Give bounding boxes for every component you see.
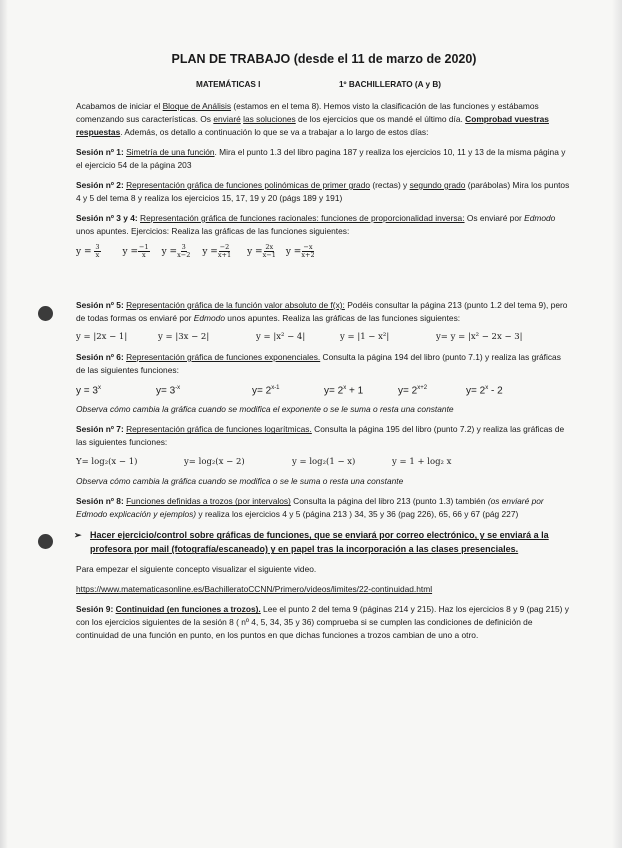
abs-fn-5: y= y = |x² − 2x − 3| [436, 332, 523, 342]
subject-label: MATEMÁTICAS I [196, 80, 261, 89]
subtitle-row [76, 80, 572, 92]
log-fn-4: y = 1 + log₂ x [392, 457, 452, 468]
session-5: Sesión nº 5: Representación gráfica de la función valor absoluto de f(x): Podéis consultar la página 213 (punto 1.2 del tema 9), pero de todas formas os enviaré por Edmodo unos apuntes. Realiza las gráficas de las funciones siguientes: [76, 300, 568, 323]
session-9: Sesión 9: Continuidad (en funciones a trozos). Lee el punto 2 del tema 9 (páginas 214 y 215). Haz los ejercicios 8 y 9 (pag 215) y con los ejercicios siguientes de la sesión 8 ( nº 4, 5, 34, 35 y 36) comprueba si se cumplen las condiciones de definición de continuidad de una función en punto, en los puntos en que dichas funciones a trozos cambian de uno a otro. [76, 604, 569, 641]
punch-hole-top [38, 306, 53, 321]
log-fn-3: y = log₂(1 − x) [292, 457, 356, 468]
session-1: Sesión nº 1: Simetría de una función. Mira el punto 1.3 del libro pagina 187 y realiza los ejercicios 10, 11 y 13 de la misma página y el ejercicio 54 de la página 203 [76, 147, 566, 170]
task-bullet [74, 528, 572, 556]
rational-fn-2: y = $\frac{-1}{x}$ [122, 243, 149, 259]
exp-fn-2: $y= 3^{-x}$ [156, 385, 181, 397]
exp-fn-5: $y= 2^{x+2}$ [398, 385, 428, 397]
arrow-bullet-icon: ➢ [74, 530, 82, 541]
abs-fn-4: y = |1 − x²| [340, 332, 390, 342]
rational-fn-1: y = $\frac{3}{x}$ [76, 243, 100, 259]
exp-fn-6: $y= 2^x - 2$ [466, 385, 503, 397]
punch-hole-bottom [38, 534, 53, 549]
rational-fn-5: y = $\frac{2x}{x-1}$ [247, 243, 276, 259]
exp-fn-4: $y= 2^x + 1$ [324, 385, 364, 397]
log-functions-row [76, 457, 572, 467]
log-fn-1: Y= log₂(x − 1) [76, 457, 138, 468]
video-link[interactable]: https://www.matematicasonline.es/BachilleratoCCNN/Primero/videos/limites/22-continuidad.html [76, 584, 433, 595]
task-bullet-text: Hacer ejercicio/control sobre gráficas de funciones, que se enviará por correo electrónico, y se enviará a la profesora por mail (fotografía/escaneado) y en papel tras la incorporación a las clases presenciales. [90, 530, 549, 555]
abs-fn-1: y = |2x − 1| [76, 332, 128, 342]
intro-paragraph: Acabamos de iniciar el Bloque de Análisis (estamos en el tema 8). Hemos visto la clasificación de las funciones y estábamos comenzando sus características. Os enviaré las soluciones de los ejercicios que os mandé el último día. Comprobad vuestras respuestas. Además, os detallo a continuación lo que se va a trabajar a lo largo de estos días: [76, 101, 549, 137]
session-3-4: Sesión nº 3 y 4: Representación gráfica de funciones racionales: funciones de proporcionalidad inversa: Os enviaré por Edmodo unos apuntes. Ejercicios: Realiza las gráficas de las funciones siguientes: [76, 213, 556, 236]
session-2: Sesión nº 2: Representación gráfica de funciones polinómicas de primer grado (rectas) y segundo grado (parábolas) Mira los puntos 4 y 5 del tema 8 y realiza los ejercicios 15, 17, 19 y 20 (págs 189 y 191) [76, 180, 570, 203]
rational-fn-6: y = $\frac{-x}{x+2}$ [285, 243, 315, 259]
exponential-note: Observa cómo cambia la gráfica cuando se modifica el exponente o se le suma o resta una constante [76, 404, 454, 415]
abs-fn-3: y = |x² − 4| [256, 332, 306, 342]
video-intro: Para empezar el siguiente concepto visualizar el siguiente video. [76, 564, 317, 575]
exp-fn-1: $y = 3^x$ [76, 385, 101, 397]
abs-fn-2: y = |3x − 2| [158, 332, 210, 342]
exp-fn-3: $y= 2^{x-1}$ [252, 385, 280, 397]
exponential-functions-row [76, 385, 572, 396]
page-title: PLAN DE TRABAJO (desde el 11 de marzo de 2020) [171, 52, 477, 66]
absolute-functions-row [76, 332, 572, 342]
rational-fn-4: y = $\frac{-2}{x+1}$ [202, 243, 232, 259]
log-fn-2: y= log₂(x − 2) [184, 457, 245, 468]
course-label: 1º BACHILLERATO (A y B) [339, 80, 441, 89]
log-note: Observa cómo cambia la gráfica cuando se modifica o se le suma o resta una constante [76, 476, 404, 487]
rational-functions-row [76, 244, 572, 259]
session-8: Sesión nº 8: Funciones definidas a trozos (por intervalos) Consulta la página del libro 213 (punto 1.3) también (os enviaré por Edmodo explicación y ejemplos) y realiza los ejercicios 4 y 5 (página 213 ) 34, 35 y 36 (pag 226), 65, 66 y 67 (pág 227) [76, 496, 544, 520]
session-7: Sesión nº 7: Representación gráfica de funciones logarítmicas. Consulta la página 195 del libro (punto 7.2) y realiza las gráficas de las siguientes funciones: [76, 424, 565, 448]
document-body [76, 52, 572, 642]
rational-fn-3: y = $\frac{3}{x-2}$ [161, 243, 191, 259]
session-6: Sesión nº 6: Representación gráfica de funciones exponenciales. Consulta la página 194 del libro (punto 7.1) y realiza las gráficas de las siguientes funciones: [76, 352, 561, 375]
